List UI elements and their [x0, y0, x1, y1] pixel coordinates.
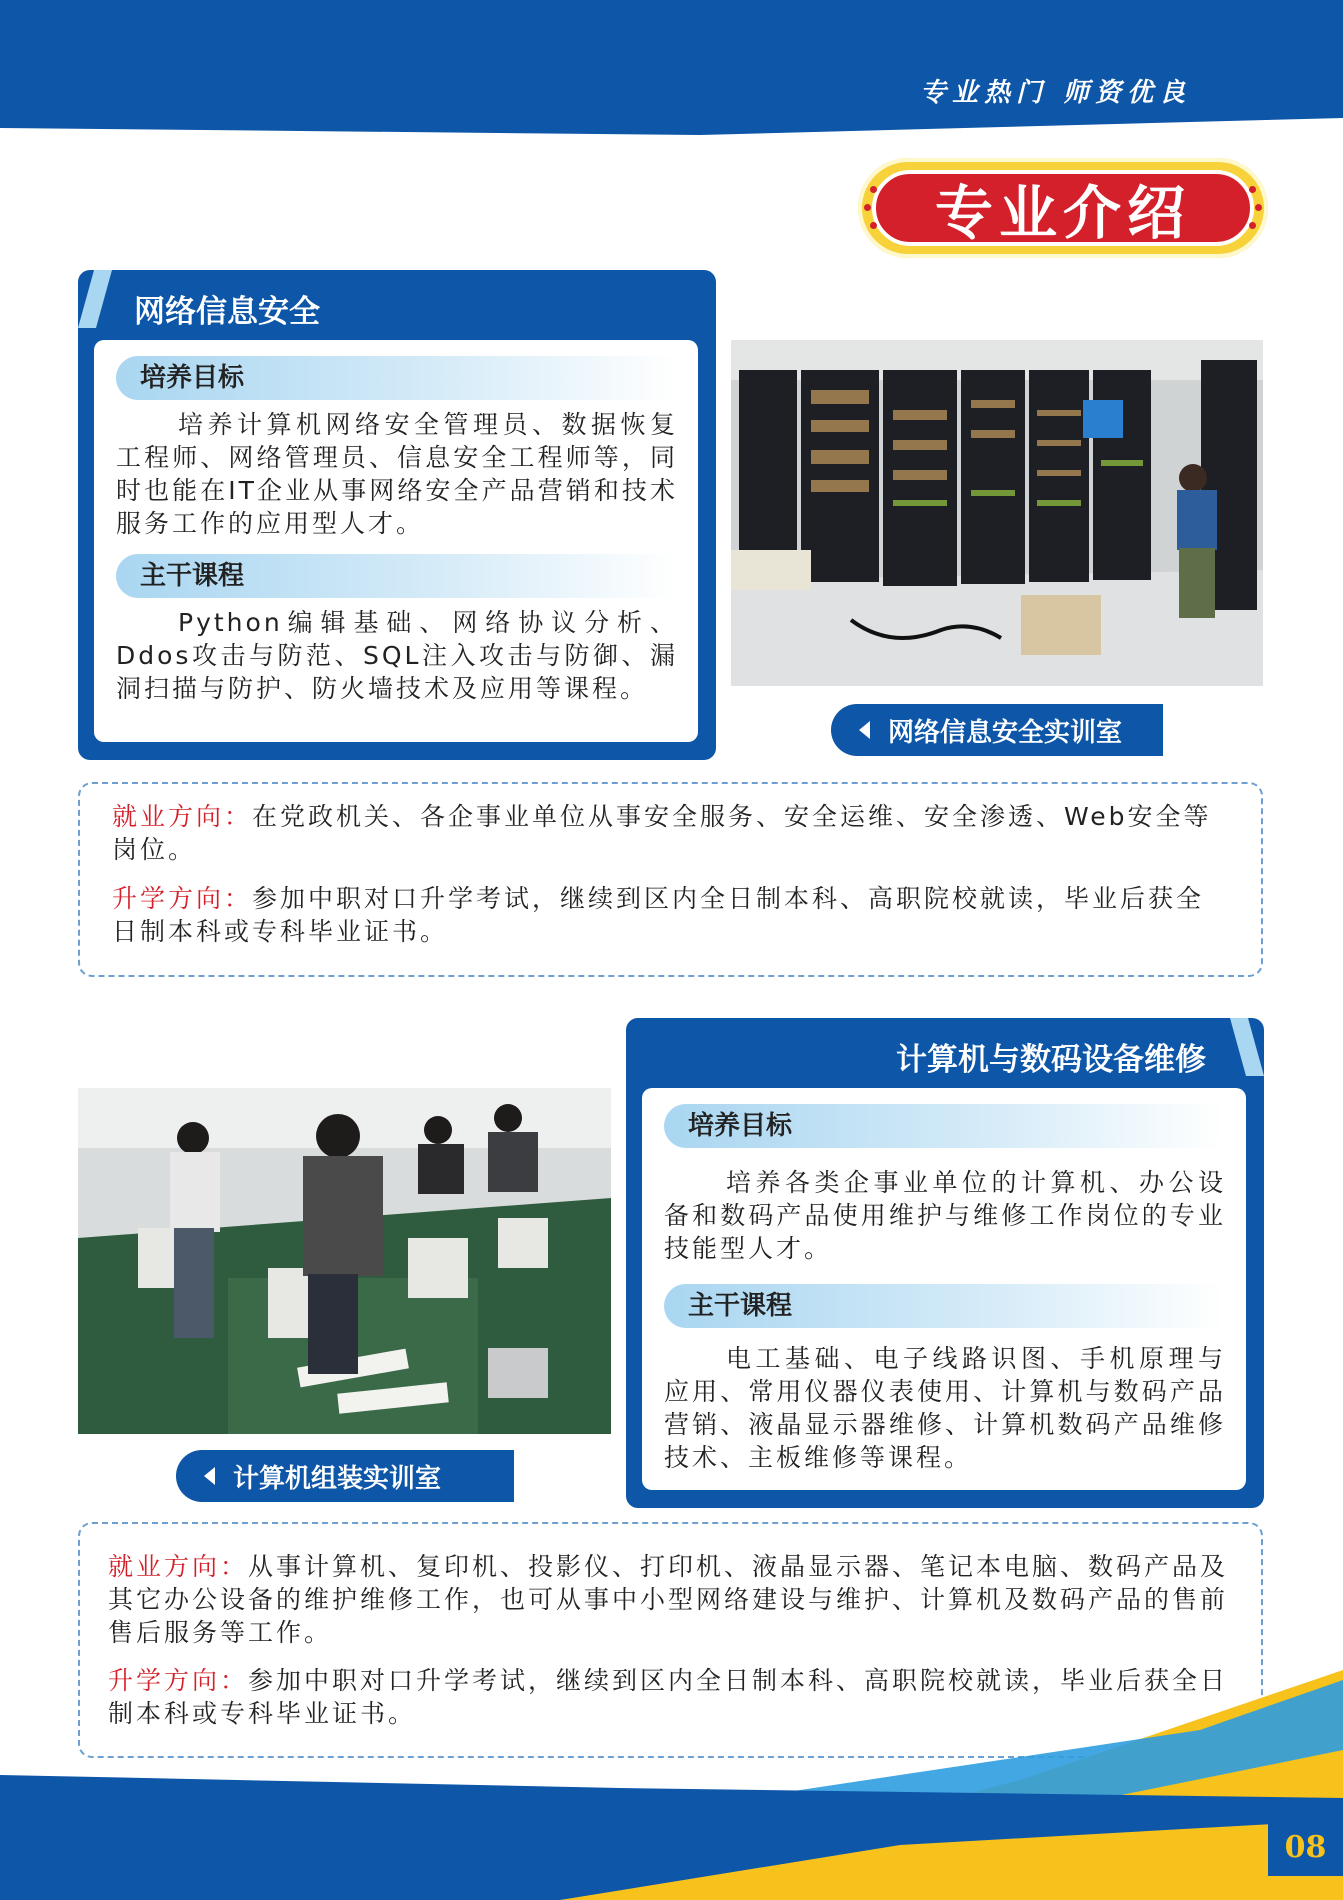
header-tagline: 专业热门 师资优良 [920, 78, 1192, 108]
caption-text: 计算机组装实训室 [233, 1463, 442, 1494]
caption-network-security-lab [831, 704, 1163, 756]
further-text: 参加中职对口升学考试，继续到区内全日制本科、高职院校就读，毕业后获全日制本科或专科毕业证书。 [108, 1666, 1229, 1728]
employment-direction [108, 1550, 1232, 1649]
caption-arrow-icon [204, 1467, 215, 1485]
goal-heading: 培养目标 [664, 1104, 1224, 1148]
page-title: 专业介绍 [934, 179, 1191, 247]
page-title-badge [858, 158, 1268, 258]
employment-label: 就业方向： [112, 802, 253, 831]
further-text: 参加中职对口升学考试，继续到区内全日制本科、高职院校就读，毕业后获全日制本科或专科毕业证书。 [112, 884, 1205, 946]
title-tab-accent [72, 270, 112, 328]
employment-direction [112, 800, 1232, 866]
photo-computer-assembly-lab [78, 1088, 611, 1434]
section-title: 网络信息安全 [134, 294, 320, 330]
caption-text: 网络信息安全实训室 [888, 717, 1123, 748]
further-label: 升学方向： [108, 1666, 249, 1695]
goal-text: 培养计算机网络安全管理员、数据恢复工程师、网络管理员、信息安全工程师等，同时也能在IT企业从事网络安全产品营销和技术服务工作的应用型人才。 [116, 410, 678, 538]
course-text: Python编辑基础、网络协议分析、Ddos攻击与防范、SQL注入攻击与防御、漏洞扫描与防护、防火墙技术及应用等课程。 [116, 608, 678, 703]
course-heading: 主干课程 [664, 1284, 1224, 1328]
bottom-banner [0, 1670, 1343, 1900]
employment-text: 在党政机关、各企事业单位从事安全服务、安全运维、安全渗透、Web安全等岗位。 [112, 802, 1212, 864]
employment-text: 从事计算机、复印机、投影仪、打印机、液晶显示器、笔记本电脑、数码产品及其它办公设备的维护维修工作，也可从事中小型网络建设与维护、计算机及数码产品的售前售后服务等工作。 [108, 1552, 1229, 1647]
page-number: 08 [1268, 1818, 1343, 1876]
caption-computer-assembly-lab [176, 1450, 514, 1502]
further-label: 升学方向： [112, 884, 253, 913]
goal-heading: 培养目标 [116, 356, 676, 400]
title-tab-accent [1230, 1018, 1270, 1076]
section-panel-network-security [78, 270, 716, 760]
further-study-direction [112, 882, 1232, 948]
photo-network-security-lab [731, 340, 1263, 686]
caption-arrow-icon [859, 721, 870, 739]
course-text: 电工基础、电子线路识图、手机原理与应用、常用仪器仪表使用、计算机与数码产品营销、液晶显示器维修、计算机数码产品维修技术、主板维修等课程。 [664, 1344, 1226, 1472]
section-panel-computer-repair [626, 1018, 1264, 1508]
course-heading: 主干课程 [116, 554, 676, 598]
goal-text: 培养各类企事业单位的计算机、办公设备和数码产品使用维护与维修工作岗位的专业技能型人才。 [664, 1168, 1226, 1263]
direction-box-network-security [78, 782, 1263, 977]
section-title: 计算机与数码设备维修 [896, 1042, 1206, 1078]
employment-label: 就业方向： [108, 1552, 249, 1581]
